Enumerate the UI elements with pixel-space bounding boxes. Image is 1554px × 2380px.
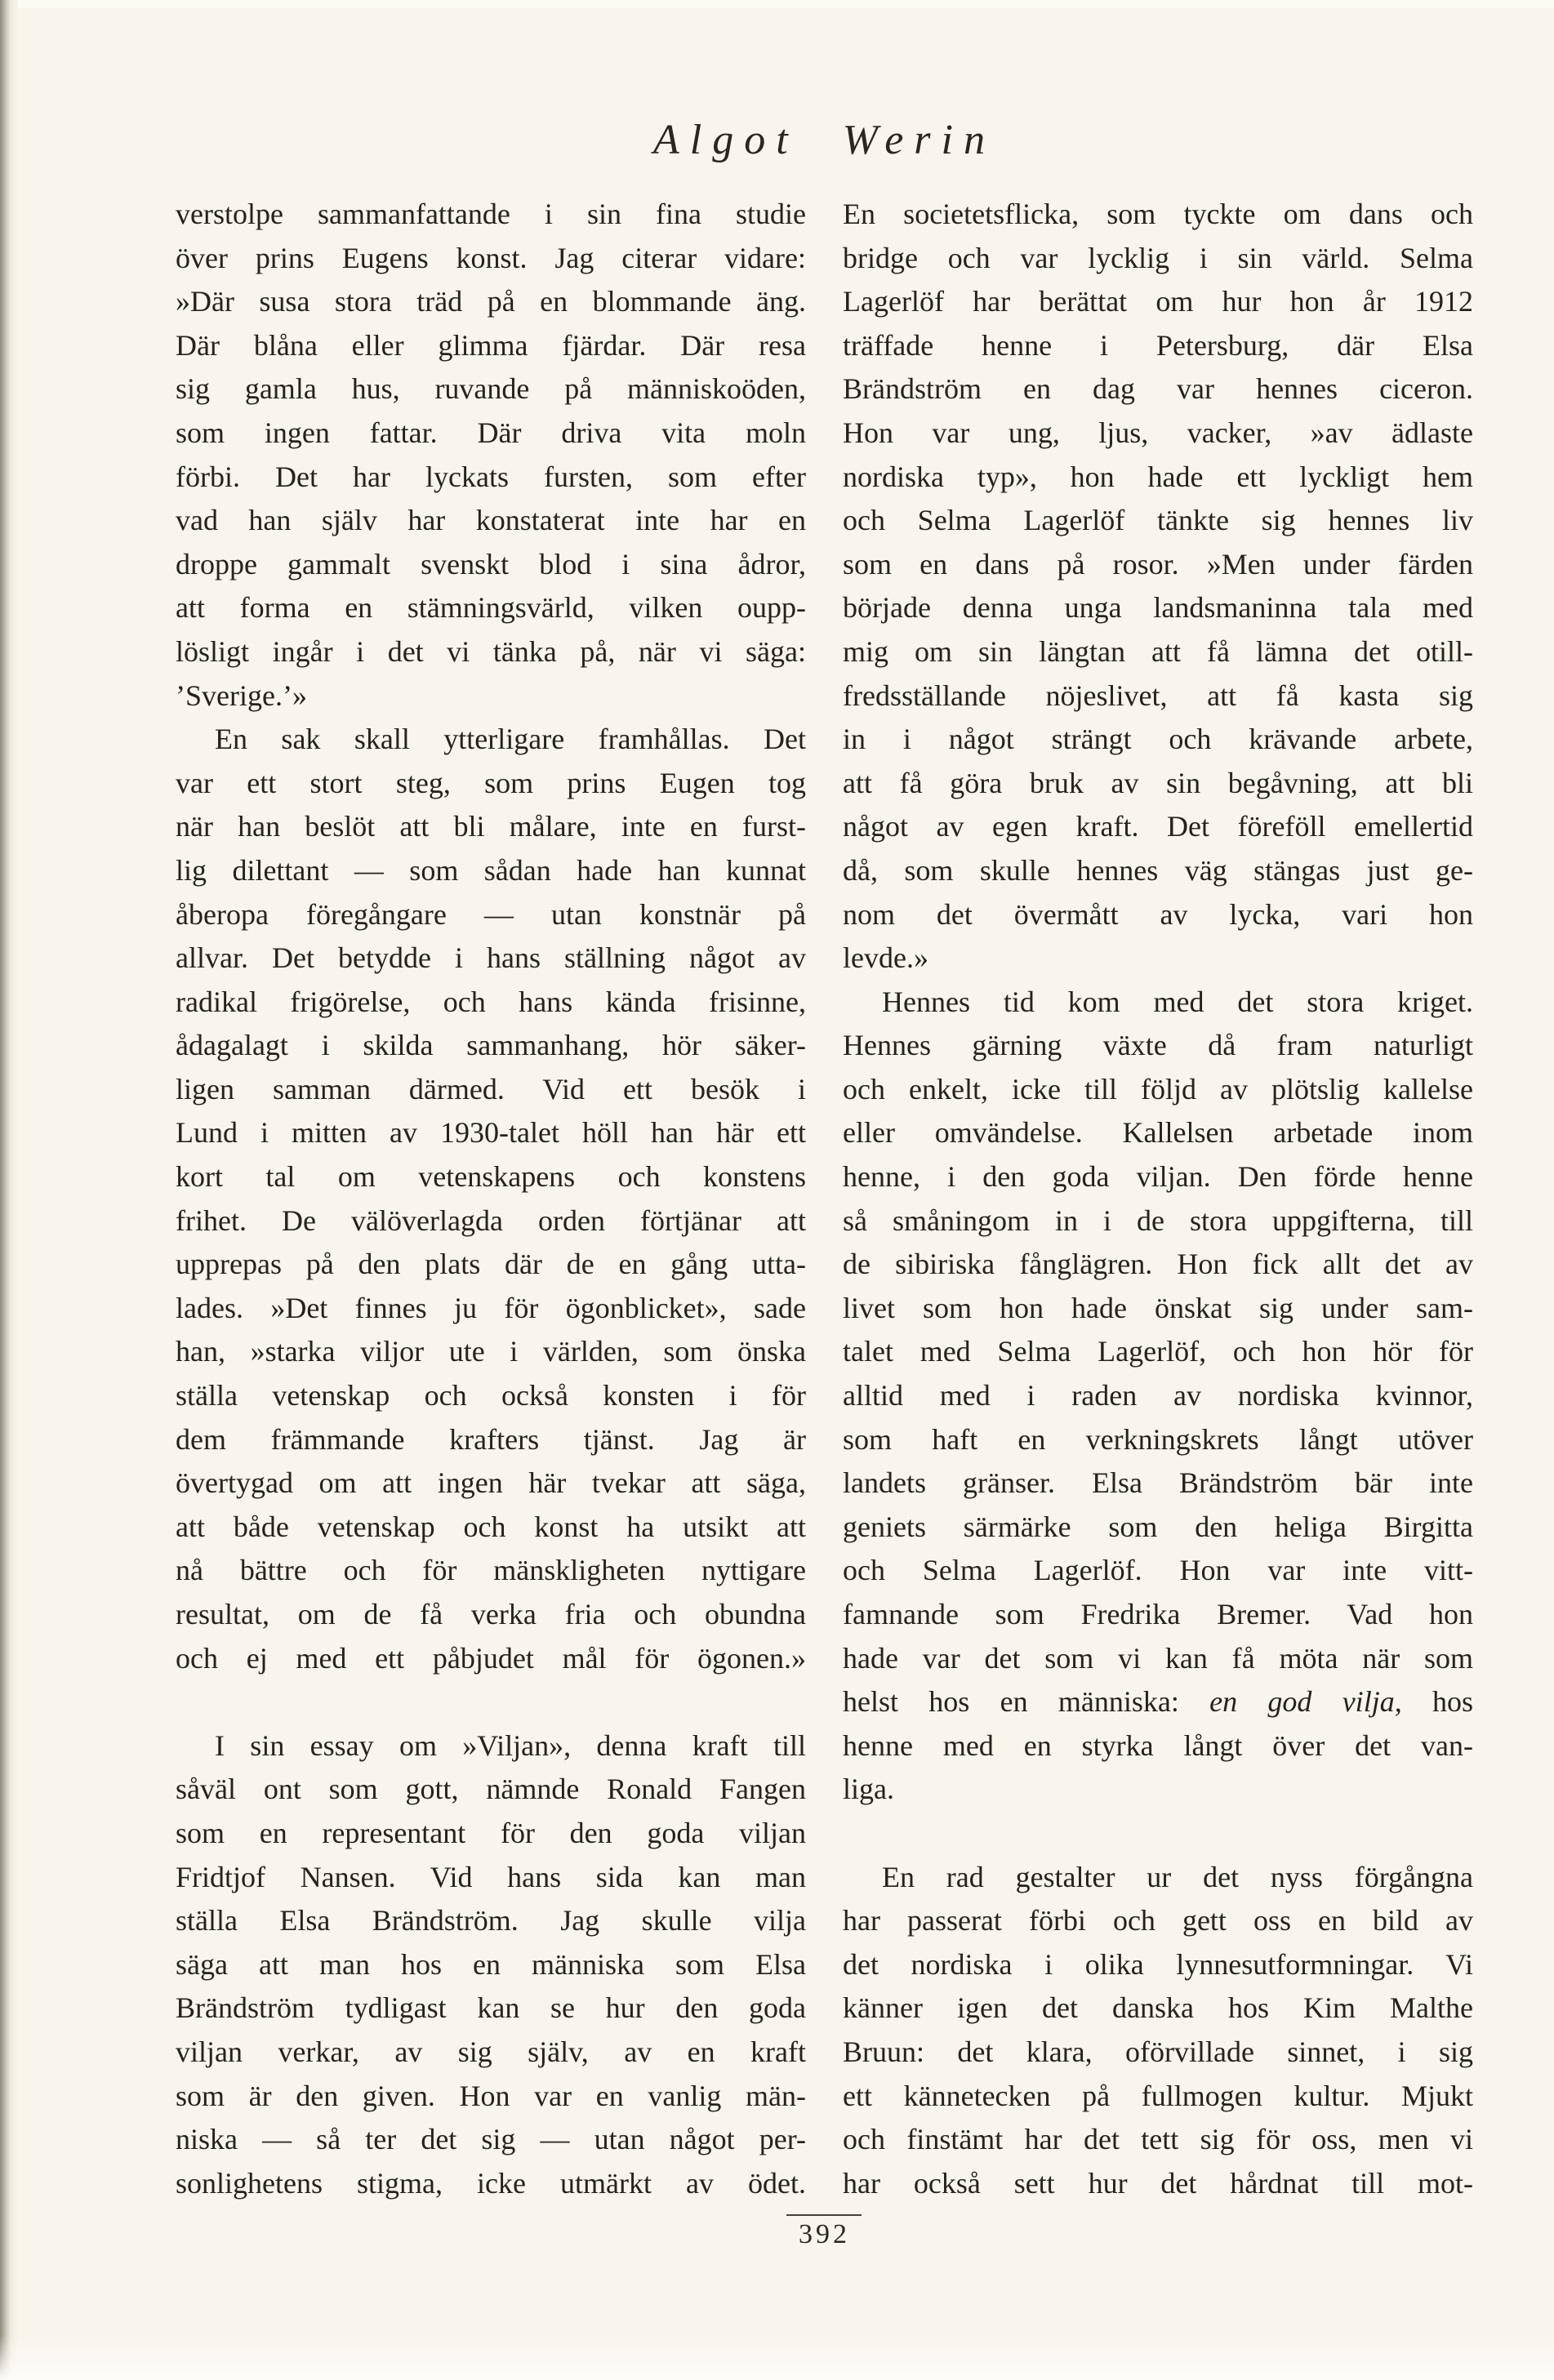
text-line: »Där susa stora träd på en blommande äng. <box>176 285 806 318</box>
text-line: resultat, om de få verka fria och obundna <box>176 1598 806 1630</box>
text-line: och Selma Lagerlöf. Hon var inte vitt- <box>843 1554 1473 1587</box>
text-line: de sibiriska fånglägren. Hon fick allt det av <box>843 1248 1473 1281</box>
text-line: kort tal om vetenskapens och konstens <box>176 1160 806 1194</box>
scan-edge-left <box>0 0 18 2380</box>
text-line: Hennes gärning växte då fram naturligt <box>843 1029 1473 1062</box>
page-header-author: Algot Werin <box>653 117 995 163</box>
text-segment: helst hos en människa: <box>843 1685 1210 1719</box>
text-line: var ett stort steg, som prins Eugen tog <box>176 766 806 799</box>
text-line: Fridtjof Nansen. Vid hans sida kan man <box>176 1860 806 1893</box>
text-line: nå bättre och för mänskligheten nyttigare <box>176 1554 806 1587</box>
text-line: alltid med i raden av nordiska kvinnor, <box>843 1379 1473 1412</box>
text-line: ställa vetenskap och också konsten i för <box>176 1379 806 1412</box>
text-line: hade var det som vi kan få möta när som <box>843 1641 1473 1675</box>
text-line: som ingen fattar. Där driva vita moln <box>176 416 806 449</box>
text-line: vad han själv har konstaterat inte har en <box>176 504 806 537</box>
text-line: säga att man hos en människa som Elsa <box>176 1947 806 1981</box>
text-line: det nordiska i olika lynnesutformningar. Vi <box>843 1947 1473 1981</box>
text-line: Där blåna eller glimma fjärdar. Där resa <box>176 328 806 362</box>
scan-edge-top <box>0 0 1554 8</box>
text-line: henne, i den goda viljan. Den förde henne <box>843 1160 1473 1194</box>
text-line: och ej med ett påbjudet mål för ögonen.» <box>176 1641 806 1675</box>
text-line: han, »starka viljor ute i världen, som önska <box>176 1335 806 1368</box>
text-line: att både vetenskap och konst ha utsikt att <box>176 1510 806 1543</box>
text-line: övertygad om att ingen här tvekar att säga, <box>176 1466 806 1500</box>
text-line: och Selma Lagerlöf tänkte sig hennes liv <box>843 504 1473 537</box>
text-line: över prins Eugens konst. Jag citerar vidare: <box>176 241 806 274</box>
text-segment: hos <box>1401 1685 1473 1719</box>
text-line: levde.» <box>843 941 928 975</box>
right-text-column <box>843 193 1473 2205</box>
text-line: frihet. De välöverlagda orden förtjänar att <box>176 1203 806 1237</box>
text-line: började denna unga landsmaninna tala med <box>843 591 1473 625</box>
text-line: som haft en verkningskrets långt utöver <box>843 1422 1473 1456</box>
text-line: landets gränser. Elsa Brändström bär inte <box>843 1466 1473 1500</box>
left-text-column <box>176 193 806 2205</box>
text-line: lades. »Det finnes ju för ögonblicket», sade <box>176 1291 806 1324</box>
text-line: fredsställande nöjeslivet, att få kasta sig <box>843 678 1473 712</box>
text-line: En rad gestalter ur det nyss förgångna <box>882 1860 1473 1893</box>
text-line: har passerat förbi och gett oss en bild av <box>843 1904 1473 1937</box>
text-line: I sin essay om »Viljan», denna kraft till <box>215 1728 806 1762</box>
text-line: sig gamla hus, ruvande på människoöden, <box>176 372 806 406</box>
text-line: famnande som Fredrika Bremer. Vad hon <box>843 1598 1473 1630</box>
text-line: nordiska typ», hon hade ett lyckligt hem <box>843 460 1473 493</box>
text-line: som är den given. Hon var en vanlig män- <box>176 2079 806 2112</box>
text-line: ett kännetecken på fullmogen kultur. Mjukt <box>843 2079 1473 2112</box>
text-line: En sak skall ytterligare framhållas. Det <box>215 723 806 756</box>
text-line: då, som skulle hennes väg stängas just ge- <box>843 853 1473 887</box>
text-line: liga. <box>843 1773 894 1806</box>
text-line: En societetsflicka, som tyckte om dans och <box>843 198 1473 230</box>
text-line: bridge och var lycklig i sin värld. Selma <box>843 241 1473 274</box>
text-line: geniets särmärke som den heliga Birgitta <box>843 1510 1473 1543</box>
italic-phrase: en god vilja, <box>1209 1685 1402 1719</box>
text-line: lig dilettant — som sådan hade han kunnat <box>176 853 806 887</box>
text-line: eller omvändelse. Kallelsen arbetade inom <box>843 1116 1473 1150</box>
text-line: har också sett hur det hårdnat till mot- <box>843 2166 1473 2200</box>
text-line: Bruun: det klara, oförvillade sinnet, i sig <box>843 2035 1473 2068</box>
text-line: Lund i mitten av 1930-talet höll han här ett <box>176 1116 806 1150</box>
text-line: ådagalagt i skilda sammanhang, hör säker- <box>176 1029 806 1062</box>
text-line: som en representant för den goda viljan <box>176 1816 806 1849</box>
text-line: Lagerlöf har berättat om hur hon år 1912 <box>843 285 1473 318</box>
text-line: ’Sverige.’» <box>176 678 307 712</box>
page-number: 392 <box>799 2219 850 2249</box>
text-line: Brändström tydligast kan se hur den goda <box>176 1991 806 2025</box>
text-line: att få göra bruk av sin begåvning, att bli <box>843 766 1473 799</box>
text-line: nom det övermått av lycka, vari hon <box>843 897 1473 931</box>
text-line: livet som hon hade önskat sig under sam- <box>843 1291 1473 1324</box>
text-line: ligen samman därmed. Vid ett besök i <box>176 1072 806 1105</box>
text-line: Brändström en dag var hennes ciceron. <box>843 372 1473 406</box>
text-line: att forma en stämningsvärld, vilken oupp- <box>176 591 806 625</box>
text-line: in i något strängt och krävande arbete, <box>843 723 1473 756</box>
text-line: allvar. Det betydde i hans ställning något av <box>176 941 806 975</box>
footer-rule <box>786 2214 862 2216</box>
text-line: träffade henne i Petersburg, där Elsa <box>843 328 1473 362</box>
text-line: droppe gammalt svenskt blod i sina ådror, <box>176 547 806 581</box>
text-line: dem främmande krafters tjänst. Jag är <box>176 1422 806 1456</box>
scan-edge-bottom <box>0 2335 1554 2380</box>
text-line: upprepas på den plats där de en gång utta- <box>176 1248 806 1281</box>
text-line: sonlighetens stigma, icke utmärkt av ödet. <box>176 2166 806 2200</box>
text-line: så småningom in i de stora uppgifterna, till <box>843 1203 1473 1237</box>
text-line: ställa Elsa Brändström. Jag skulle vilja <box>176 1904 806 1937</box>
text-line: känner igen det danska hos Kim Malthe <box>843 1991 1473 2025</box>
text-line: förbi. Det har lyckats fursten, som efter <box>176 460 806 493</box>
text-line: talet med Selma Lagerlöf, och hon hör för <box>843 1335 1473 1368</box>
text-line <box>843 1680 1473 1724</box>
text-line: lösligt ingår i det vi tänka på, när vi säga: <box>176 634 806 668</box>
text-line: som en dans på rosor. »Men under färden <box>843 547 1473 581</box>
text-line: Hennes tid kom med det stora kriget. <box>882 985 1473 1018</box>
text-line: niska — så ter det sig — utan något per- <box>176 2123 806 2156</box>
text-line: och enkelt, icke till följd av plötslig kallelse <box>843 1072 1473 1105</box>
text-line: henne med en styrka långt över det van- <box>843 1728 1473 1762</box>
text-line: verstolpe sammanfattande i sin fina studie <box>176 198 806 230</box>
text-line: viljan verkar, av sig själv, av en kraft <box>176 2035 806 2068</box>
text-line: och finstämt har det tett sig för oss, men vi <box>843 2123 1473 2156</box>
text-line: mig om sin längtan att få lämna det otill- <box>843 634 1473 668</box>
text-line: åberopa föregångare — utan konstnär på <box>176 897 806 931</box>
text-line: såväl ont som gott, nämnde Ronald Fangen <box>176 1773 806 1806</box>
text-line: Hon var ung, ljus, vacker, »av ädlaste <box>843 416 1473 449</box>
text-line: något av egen kraft. Det föreföll emellertid <box>843 810 1473 843</box>
text-line: radikal frigörelse, och hans kända frisinne, <box>176 985 806 1018</box>
text-line: när han beslöt att bli målare, inte en furst- <box>176 810 806 843</box>
